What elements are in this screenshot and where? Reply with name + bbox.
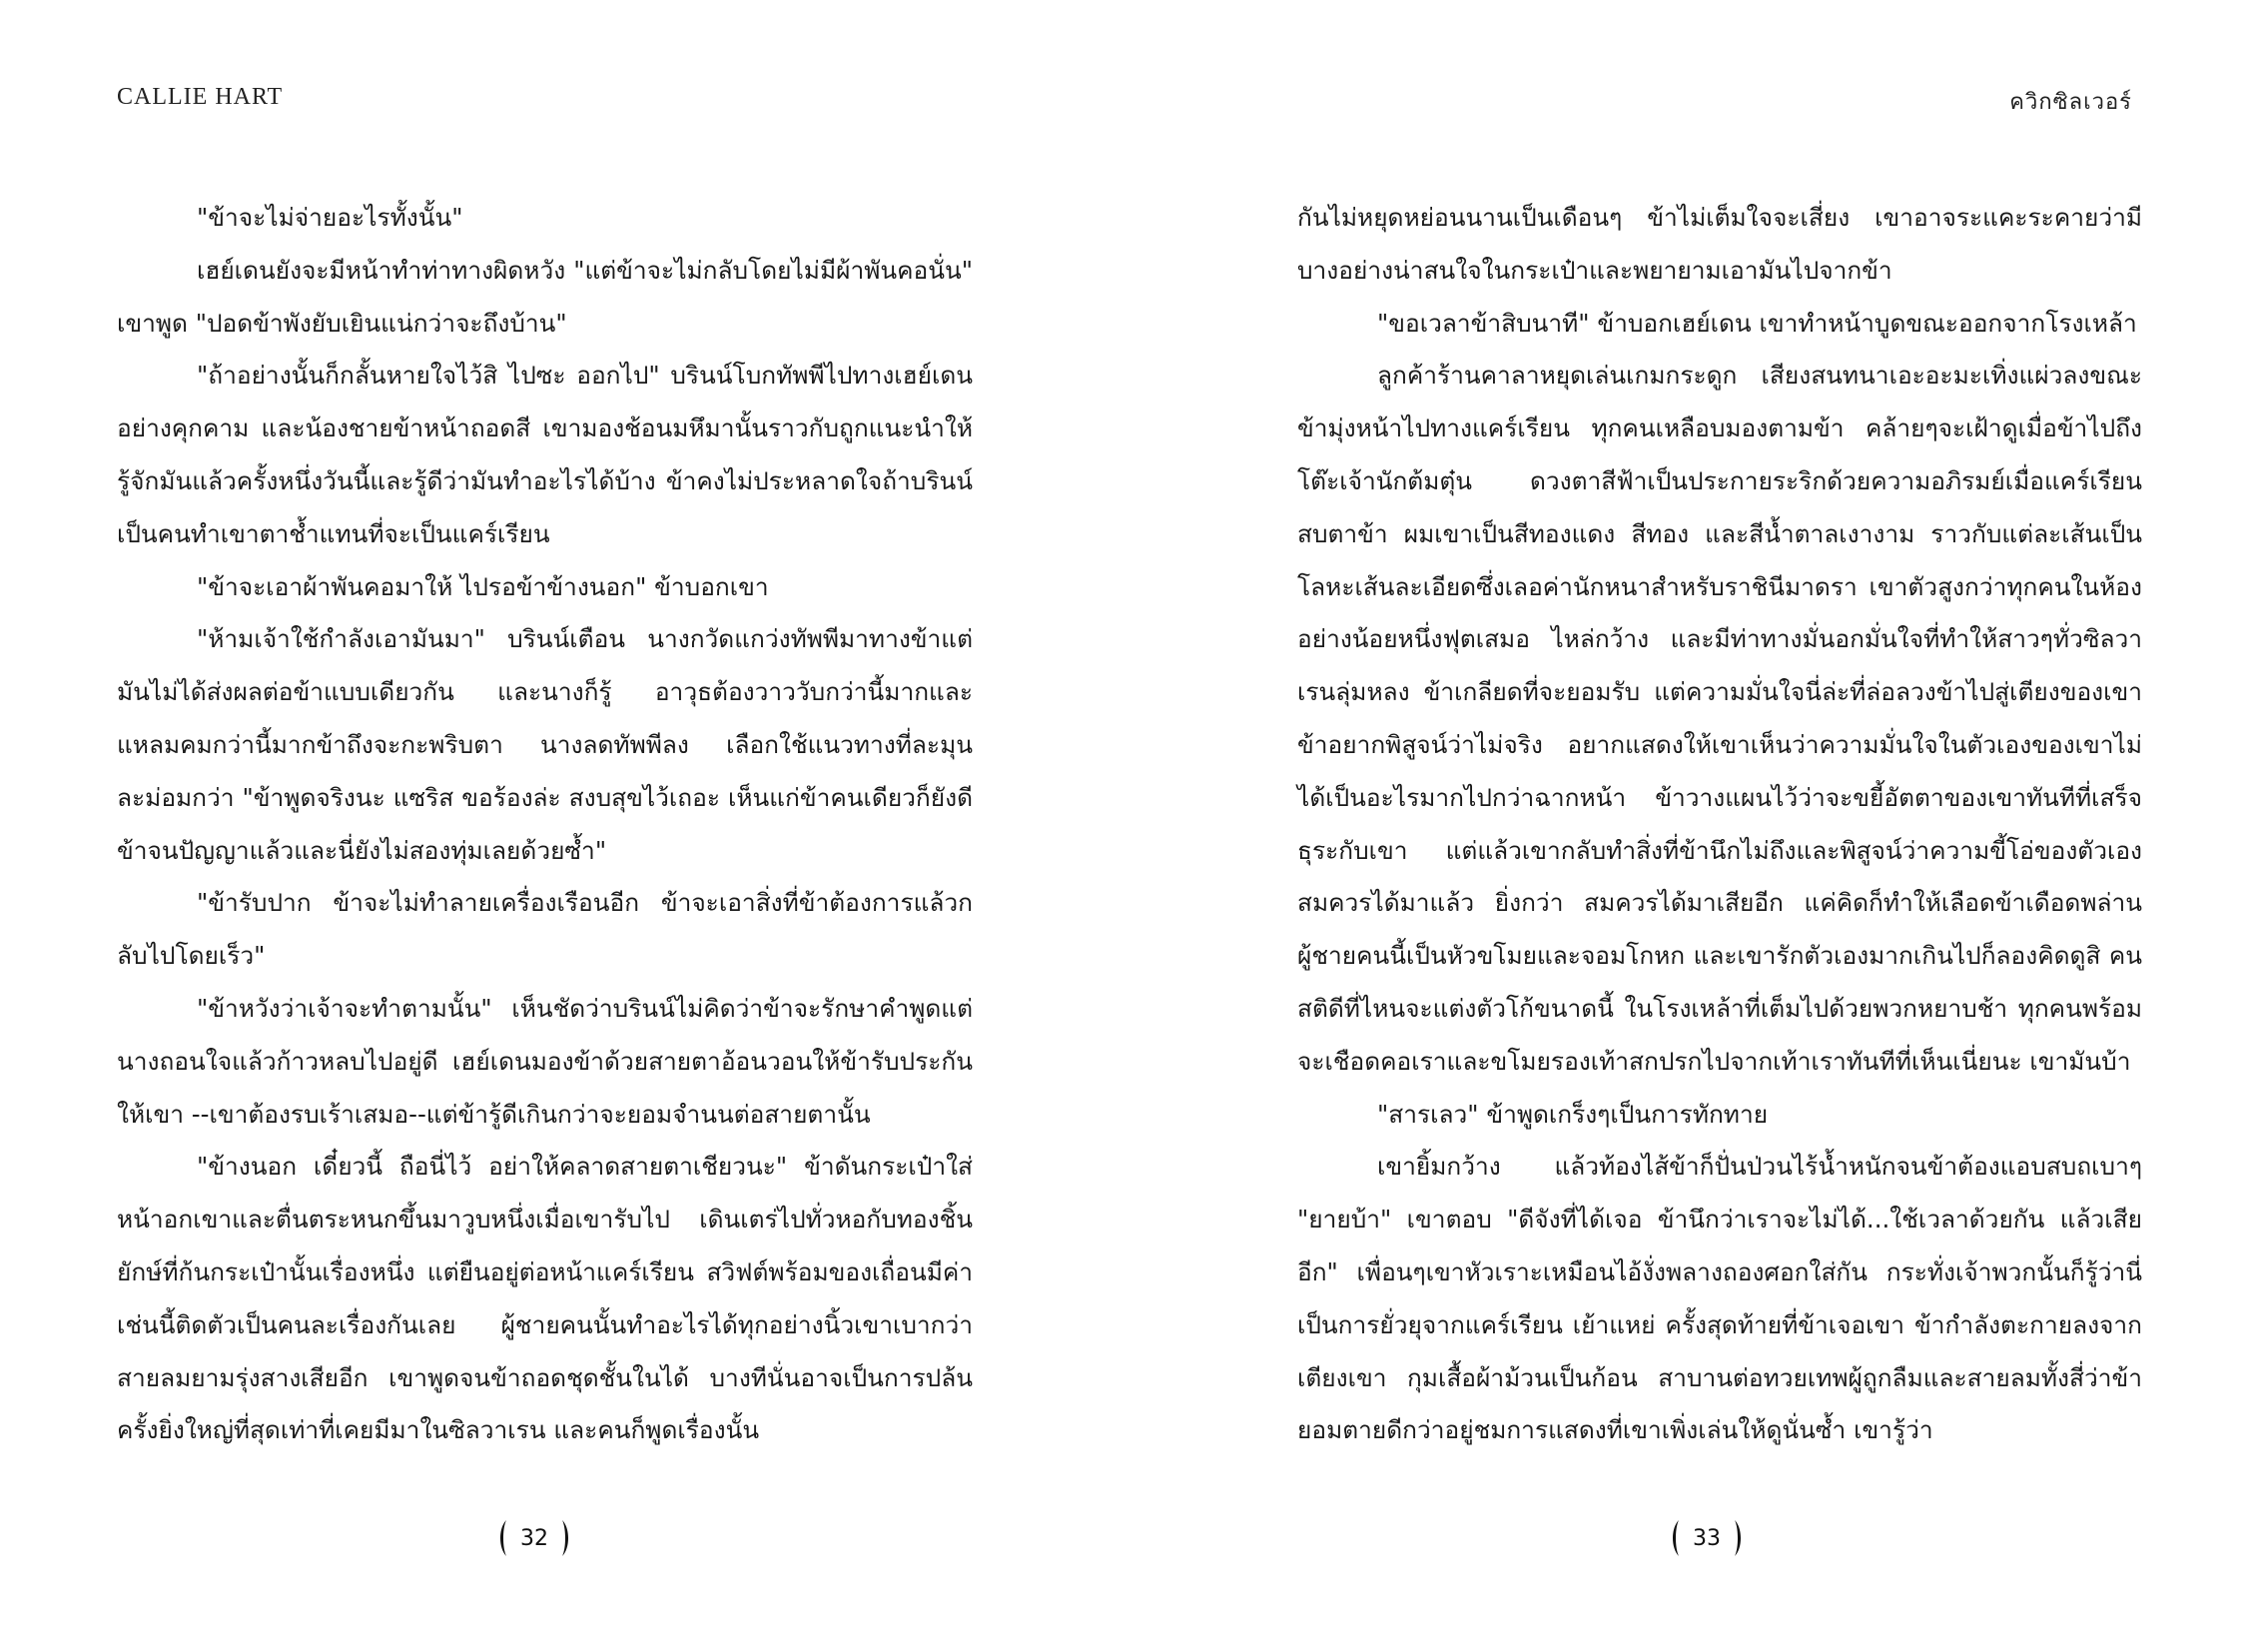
right-page	[1124, 0, 2249, 1652]
folio-bracket-close-icon	[1733, 1518, 1745, 1558]
paragraph: "สารเลว" ข้าพูดเกร็งๆเป็นการทักทาย	[1377, 1099, 1769, 1129]
page-number-text: 33	[1693, 1525, 1721, 1551]
left-body-text	[117, 192, 973, 1457]
paragraph: "ข้าจะไม่จ่ายอะไรทั้งนั้น"	[197, 203, 463, 232]
paragraph: "ข้าหวังว่าเจ้าจะทำตามนั้น" เห็นชัดว่าบรินน์ไม่คิดว่าข้าจะรักษาคำพูดแต่นางถอนใจแล้วก้าวหลบไปอยู่ดี เฮย์เดนมองข้าด้วยสายตาอ้อนวอนให้ข้ารับประกันให้เขา --เขาต้องรบเร้าเสมอ--แต่ข้ารู้ดีเกินกว่าจะยอมจำนนต่อสายตานั้น	[117, 993, 973, 1129]
paragraph: เฮย์เดนยังจะมีหน้าทำท่าทางผิดหวัง "แต่ข้าจะไม่กลับโดยไม่มีผ้าพันคอนั่น" เขาพูด "ปอดข้าพังยับเยินแน่กว่าจะถึงบ้าน"	[117, 255, 973, 338]
page-number-left	[496, 1518, 572, 1558]
page-number-right	[1669, 1518, 1745, 1558]
paragraph: "ข้างนอก เดี๋ยวนี้ ถือนี่ไว้ อย่าให้คลาดสายตาเชียวนะ" ข้าดันกระเป๋าใส่หน้าอกเขาและตื่นตระหนกขึ้นมาวูบหนึ่งเมื่อเขารับไป เดินเตร่ไปทั่วหอกับทองชิ้นยักษ์ที่ก้นกระเป๋านั้นเรื่องหนึ่ง แต่ยืนอยู่ต่อหน้าแคร์เรียน สวิฟต์พร้อมของเถื่อนมีค่าเช่นนี้ติดตัวเป็นคนละเรื่องกันเลย ผู้ชายคนนั้นทำอะไรได้ทุกอย่างนิ้วเขาเบากว่าสายลมยามรุ่งสางเสียอีก เขาพูดจนข้าถอดชุดชั้นในได้ บางทีนั่นอาจเป็นการปล้นครั้งยิ่งใหญ่ที่สุดเท่าที่เคยมีมาในซิลวาเรน และคนก็พูดเรื่องนั้น	[117, 1152, 973, 1445]
paragraph: กันไม่หยุดหย่อนนานเป็นเดือนๆ ข้าไม่เต็มใจจะเสี่ยง เขาอาจระแคะระคายว่ามีบางอย่างน่าสนใจในกระเป๋าและพยายามเอามันไปจากข้า	[1297, 203, 2142, 285]
paragraph: "ขอเวลาข้าสิบนาที" ข้าบอกเฮย์เดน เขาทำหน้าบูดขณะออกจากโรงเหล้า	[1377, 308, 2137, 338]
running-head-title: ควิกซิลเวอร์	[2009, 90, 2132, 115]
folio-bracket-open-icon	[1669, 1518, 1681, 1558]
paragraph: เขายิ้มกว้าง แล้วท้องไส้ข้าก็ปั่นป่วนไร้น้ำหนักจนข้าต้องแอบสบถเบาๆ "ยายบ้า" เขาตอบ "ดีจังที่ได้เจอ ข้านึกว่าเราจะไม่ได้...ใช้เวลาด้วยกัน แล้วเสียอีก" เพื่อนๆเขาหัวเราะเหมือนไอ้งั่งพลางถองศอกใส่กัน กระทั่งเจ้าพวกนั้นก็รู้ว่านี่เป็นการยั่วยุจากแคร์เรียน เย้าแหย่ ครั้งสุดท้ายที่ข้าเจอเขา ข้ากำลังตะกายลงจากเตียงเขา กุมเสื้อผ้าม้วนเป็นก้อน สาบานต่อทวยเทพผู้ถูกลืมและสายลมทั้งสี่ว่าข้ายอมตายดีกว่าอยู่ชมการแสดงที่เขาเพิ่งเล่นให้ดูนั่นซ้ำ เขารู้ว่า	[1297, 1152, 2142, 1445]
paragraph: "ข้ารับปาก ข้าจะไม่ทำลายเครื่องเรือนอีก ข้าจะเอาสิ่งที่ข้าต้องการแล้วกลับไปโดยเร็ว"	[117, 888, 973, 971]
paragraph: "ห้ามเจ้าใช้กำลังเอามันมา" บรินน์เตือน นางกวัดแกว่งทัพพีมาทางข้าแต่มันไม่ได้ส่งผลต่อข้าแบบเดียวกัน และนางก็รู้ อาวุธต้องวาววับกว่านี้มากและแหลมคมกว่านี้มากข้าถึงจะกะพริบตา นางลดทัพพีลง เลือกใช้แนวทางที่ละมุนละม่อมกว่า "ข้าพูดจริงนะ แซริส ขอร้องล่ะ สงบสุขไว้เถอะ เห็นแก่ข้าคนเดียวก็ยังดี ข้าจนปัญญาแล้วและนี่ยังไม่สองทุ่มเลยด้วยซ้ำ"	[117, 624, 973, 865]
paragraph: "ข้าจะเอาผ้าพันคอมาให้ ไปรอข้าข้างนอก" ข้าบอกเขา	[197, 571, 769, 601]
page-number-text: 32	[520, 1525, 548, 1551]
paragraph: ลูกค้าร้านคาลาหยุดเล่นเกมกระดูก เสียงสนทนาเอะอะมะเทิ่งแผ่วลงขณะข้ามุ่งหน้าไปทางแคร์เรียน ทุกคนเหลือบมองตามข้า คล้ายๆจะเฝ้าดูเมื่อข้าไปถึงโต๊ะเจ้านักต้มตุ๋น ดวงตาสีฟ้าเป็นประกายระริกด้วยความอภิรมย์เมื่อแคร์เรียนสบตาข้า ผมเขาเป็นสีทองแดง สีทอง และสีน้ำตาลเงางาม ราวกับแต่ละเส้นเป็นโลหะเส้นละเอียดซึ่งเลอค่านักหนาสำหรับราชินีมาดรา เขาตัวสูงกว่าทุกคนในห้องอย่างน้อยหนึ่งฟุตเสมอ ไหล่กว้าง และมีท่าทางมั่นอกมั่นใจที่ทำให้สาวๆทั่วซิลวาเรนลุ่มหลง ข้าเกลียดที่จะยอมรับ แต่ความมั่นใจนี่ล่ะที่ล่อลวงข้าไปสู่เตียงของเขา ข้าอยากพิสูจน์ว่าไม่จริง อยากแสดงให้เขาเห็นว่าความมั่นใจในตัวเองของเขาไม่ได้เป็นอะไรมากไปกว่าฉากหน้า ข้าวางแผนไว้ว่าจะขยี้อัตตาของเขาทันทีที่เสร็จธุระกับเขา แต่แล้วเขากลับทำสิ่งที่ข้านึกไม่ถึงและพิสูจน์ว่าความขี้โอ่ของตัวเองสมควรได้มาแล้ว ยิ่งกว่า สมควรได้มาเสียอีก แค่คิดก็ทำให้เลือดข้าเดือดพล่าน ผู้ชายคนนี้เป็นหัวขโมยและจอมโกหก และเขารักตัวเองมากเกินไปก็ลองคิดดูสิ คนสติดีที่ไหนจะแต่งตัวโก้ขนาดนี้ ในโรงเหล้าที่เต็มไปด้วยพวกหยาบช้า ทุกคนพร้อมจะเชือดคอเราและขโมยรองเท้าสกปรกไปจากเท้าเราทันทีที่เห็นเนี่ยนะ เขามันบ้า	[1297, 361, 2142, 1076]
running-head-author: CALLIE HART	[117, 84, 284, 110]
folio-bracket-open-icon	[496, 1518, 508, 1558]
left-page	[0, 0, 1124, 1652]
paragraph: "ถ้าอย่างนั้นก็กลั้นหายใจไว้สิ ไปซะ ออกไป" บรินน์โบกทัพพีไปทางเฮย์เดนอย่างคุกคาม และน้องชายข้าหน้าถอดสี เขามองช้อนมหึมานั้นราวกับถูกแนะนำให้รู้จักมันแล้วครั้งหนึ่งวันนี้และรู้ดีว่ามันทำอะไรได้บ้าง ข้าคงไม่ประหลาดใจถ้าบรินน์เป็นคนทำเขาตาช้ำแทนที่จะเป็นแคร์เรียน	[117, 361, 973, 548]
folio-bracket-close-icon	[560, 1518, 572, 1558]
right-body-text	[1297, 192, 2142, 1457]
